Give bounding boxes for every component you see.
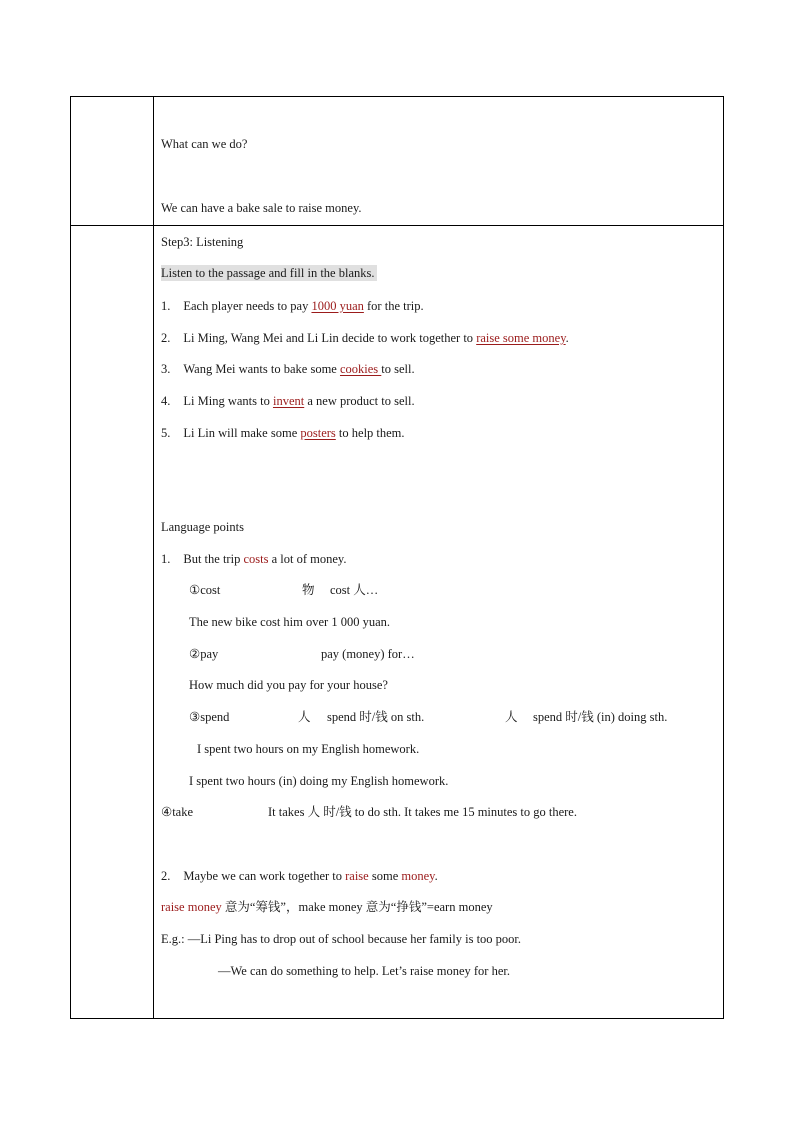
- table-column-divider: [153, 96, 154, 1019]
- key-phrase: raise money: [161, 900, 222, 914]
- spend-pattern-2-subject: 人: [505, 710, 518, 724]
- cost-example: The new bike cost him over 1 000 yuan.: [189, 615, 390, 629]
- key-word: raise: [345, 869, 369, 883]
- pay-pattern: pay (money) for…: [321, 647, 415, 661]
- take-pattern: It takes 人 时/钱 to do sth. It takes me 15 minutes to go there.: [268, 805, 577, 819]
- spend-example-1: I spent two hours on my English homework.: [197, 742, 420, 756]
- point-number: 2.: [161, 869, 171, 883]
- spend-pattern-2: spend 时/钱 (in) doing sth.: [533, 710, 668, 724]
- item-number: 5.: [161, 426, 171, 440]
- fill-blank-item: 5. Li Lin will make some posters to help them.: [161, 426, 405, 440]
- table-border-right: [723, 96, 724, 1019]
- language-points-title: Language points: [161, 520, 244, 534]
- listening-instruction: Listen to the passage and fill in the blanks.: [161, 266, 375, 280]
- fill-blank-item: 1. Each player needs to pay 1000 yuan for the trip.: [161, 299, 424, 313]
- spend-pattern-1: spend 时/钱 on sth.: [327, 710, 425, 724]
- pay-label: ②pay: [189, 647, 219, 661]
- cost-pattern-subject: 物: [302, 583, 315, 597]
- spend-pattern-1-subject: 人: [298, 710, 311, 724]
- blank-answer: cookies: [339, 362, 382, 376]
- table-row-divider: [70, 225, 724, 226]
- blank-answer: raise some money: [476, 331, 566, 345]
- key-word: money: [401, 869, 435, 883]
- key-word: costs: [243, 552, 269, 566]
- point-number: 1.: [161, 552, 171, 566]
- example-line-1: E.g.: —Li Ping has to drop out of school because her family is too poor.: [161, 932, 522, 946]
- cost-label: ①cost: [189, 583, 221, 597]
- table-border-left: [70, 96, 71, 1019]
- fill-blank-item: 3. Wang Mei wants to bake some cookies to sell.: [161, 362, 415, 376]
- item-number: 4.: [161, 394, 171, 408]
- pay-example: How much did you pay for your house?: [189, 678, 388, 692]
- blank-answer: invent: [272, 394, 305, 408]
- table-border-bottom: [70, 1018, 724, 1019]
- blank-answer: posters: [300, 426, 336, 440]
- language-point-1: 1. But the trip costs a lot of money.: [161, 552, 347, 566]
- spend-label: ③spend: [189, 710, 230, 724]
- question-text: What can we do?: [161, 137, 248, 151]
- language-point-2: 2. Maybe we can work together to raise some money.: [161, 869, 438, 883]
- blank-answer: 1000 yuan: [311, 299, 364, 313]
- raise-money-definition: raise money 意为“筹钱”，make money 意为“挣钱”=earn money: [161, 900, 493, 914]
- step-title: Step3: Listening: [161, 235, 244, 249]
- fill-blank-item: 4. Li Ming wants to invent a new product to sell.: [161, 394, 415, 408]
- spend-example-2: I spent two hours (in) doing my English homework.: [189, 774, 449, 788]
- item-number: 2.: [161, 331, 171, 345]
- take-label: ④take: [161, 805, 194, 819]
- answer-text: We can have a bake sale to raise money.: [161, 201, 362, 215]
- cost-pattern: cost 人…: [330, 583, 379, 597]
- example-line-2: —We can do something to help. Let’s raise money for her.: [218, 964, 510, 978]
- fill-blank-item: 2. Li Ming, Wang Mei and Li Lin decide to work together to raise some money.: [161, 331, 569, 345]
- table-border-top: [70, 96, 724, 97]
- item-number: 3.: [161, 362, 171, 376]
- item-number: 1.: [161, 299, 171, 313]
